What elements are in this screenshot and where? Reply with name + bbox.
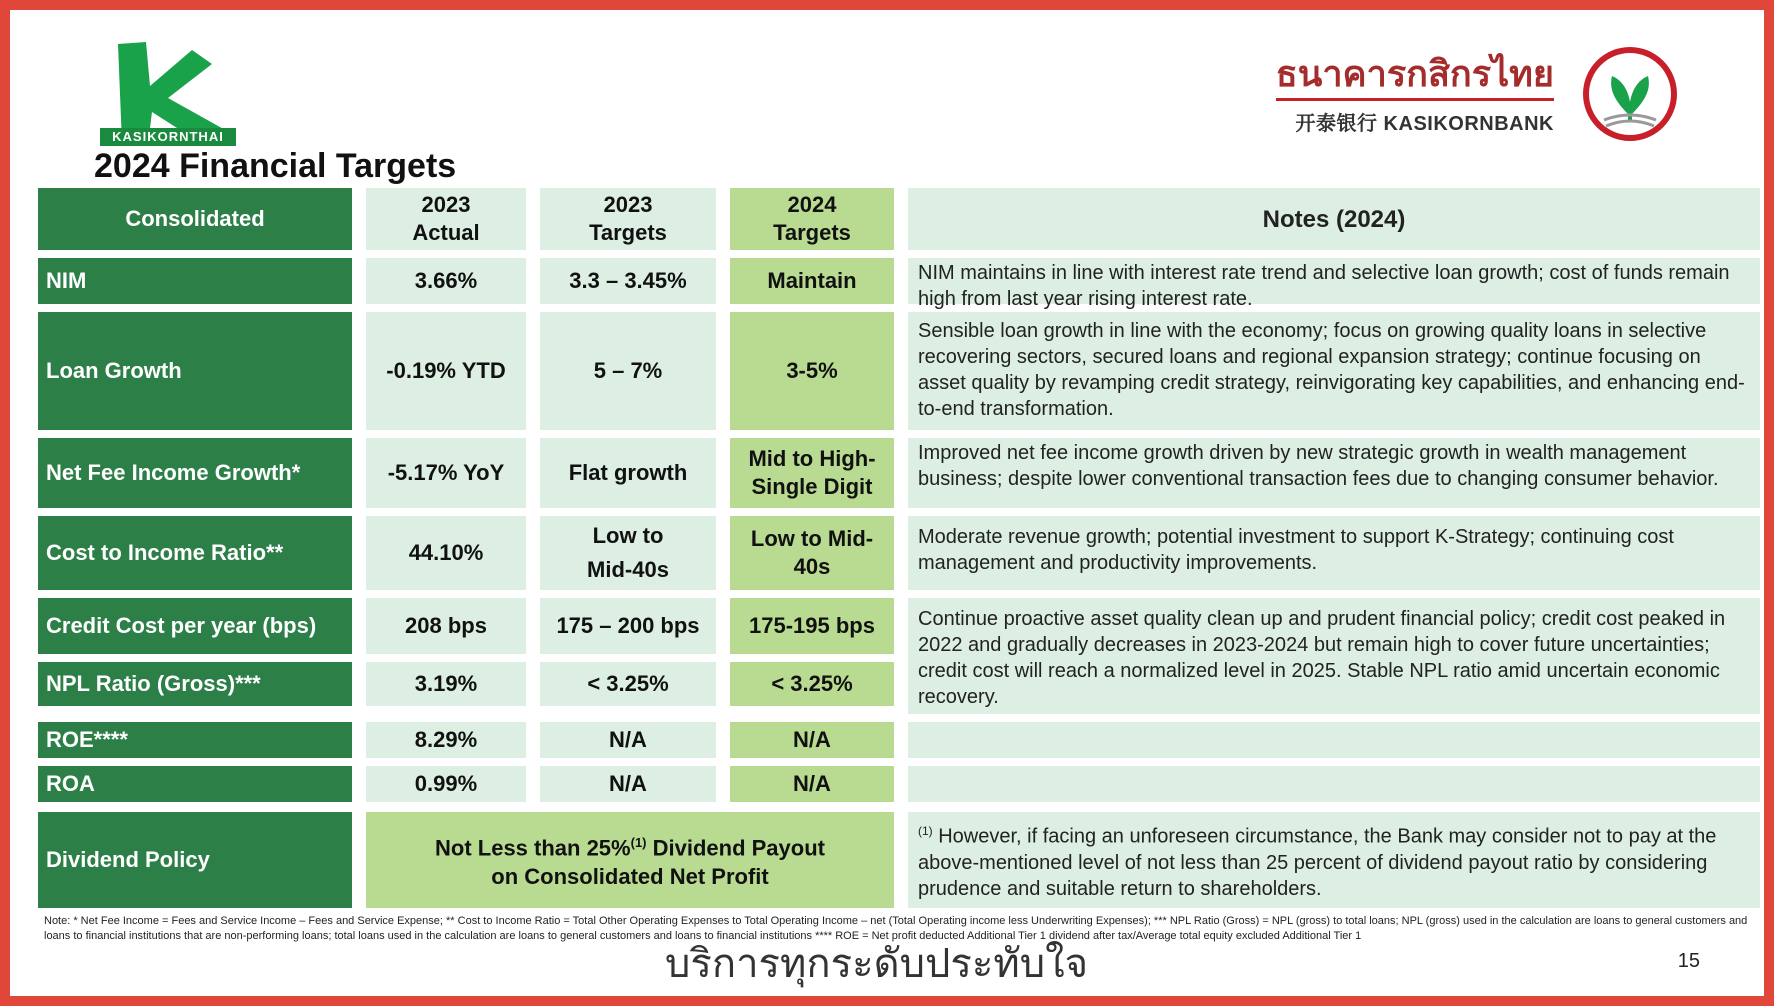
brand-english-name: 开泰银行 KASIKORNBANK bbox=[1295, 113, 1554, 135]
header-2024-targets-line2: Targets bbox=[773, 220, 851, 245]
dividend-note-sup: (1) bbox=[918, 824, 933, 838]
credit-cost-target-2023: 175 – 200 bps bbox=[540, 598, 716, 654]
net-fee-target-2024-line1: Mid to High- bbox=[748, 446, 876, 471]
dividend-note bbox=[908, 812, 1760, 908]
row-label-net-fee-income-growth: Net Fee Income Growth* bbox=[38, 438, 352, 508]
header-2024-targets bbox=[730, 188, 894, 250]
row-label-cost-to-income: Cost to Income Ratio** bbox=[38, 516, 352, 590]
loan-growth-target-2023: 5 – 7% bbox=[540, 312, 716, 430]
dividend-policy-pre: Not Less than 25% bbox=[435, 835, 631, 861]
npl-actual: 3.19% bbox=[366, 662, 526, 706]
nim-target-2023: 3.3 – 3.45% bbox=[540, 258, 716, 304]
header-2023-actual-line2: Actual bbox=[412, 220, 480, 245]
roa-note bbox=[908, 766, 1760, 802]
footnote: Note: * Net Fee Income = Fees and Service Income – Fees and Service Expense; ** Cost to Income Ratio = Total Other Operating Expenses to Total Operating Income – net (Total Operating income less Underwriting Expenses); *** NPL Ratio (Gross) = NPL (gross) to total loans; NPL (gross) used in the calculation are loans to general customers and loans to financial institutions that are non-performing loans; total loans used in the calculation are loans to general customers and loans to financial institutions **** ROE = Net profit deducted Additional Tier 1 dividend after tax/Average total equity excluded Additional Tier 1 bbox=[44, 915, 1748, 942]
roa-target-2023: N/A bbox=[540, 766, 716, 802]
thai-slogan: บริการทุกระดับประทับใจ bbox=[665, 941, 1089, 987]
page-number: 15 bbox=[1677, 950, 1700, 972]
net-fee-target-2024-line2: Single Digit bbox=[751, 474, 873, 499]
net-fee-note: Improved net fee income growth driven by new strategic growth in wealth management business; despite lower conventional transaction fees due to changing consumer behavior. bbox=[908, 438, 1760, 508]
cost-to-income-target-2023-line2: Mid-40s bbox=[587, 557, 669, 582]
net-fee-target-2024 bbox=[730, 438, 894, 508]
dividend-note-body: However, if facing an unforeseen circumstance, the Bank may consider not to pay at the above-mentioned level of not less than 25 percent of dividend payout ratio by considering prudence and suitable return to shareholders. bbox=[918, 825, 1717, 900]
net-fee-actual: -5.17% YoY bbox=[366, 438, 526, 508]
net-fee-target-2023: Flat growth bbox=[540, 438, 716, 508]
roe-note bbox=[908, 722, 1760, 758]
dividend-note-text bbox=[918, 818, 1750, 902]
header-2023-targets bbox=[540, 188, 716, 250]
dividend-policy-post: Dividend Payout bbox=[646, 835, 825, 861]
roe-target-2024: N/A bbox=[730, 722, 894, 758]
brand-wordmark bbox=[1276, 54, 1554, 136]
row-label-credit-cost: Credit Cost per year (bps) bbox=[38, 598, 352, 654]
row-label-roa: ROA bbox=[38, 766, 352, 802]
cost-to-income-target-2024-line2: 40s bbox=[793, 554, 831, 579]
npl-target-2024: < 3.25% bbox=[730, 662, 894, 706]
brand-rule bbox=[1276, 98, 1554, 101]
cost-to-income-note: Moderate revenue growth; potential investment to support K-Strategy; continuing cost management and productivity improvements. bbox=[908, 516, 1760, 590]
header-2023-actual bbox=[366, 188, 526, 250]
cost-to-income-target-2023 bbox=[540, 516, 716, 590]
roa-target-2024: N/A bbox=[730, 766, 894, 802]
cost-to-income-target-2024 bbox=[730, 516, 894, 590]
page-title: 2024 Financial Targets bbox=[94, 147, 457, 185]
roe-actual: 8.29% bbox=[366, 722, 526, 758]
header-notes: Notes (2024) bbox=[908, 188, 1760, 250]
roe-target-2023: N/A bbox=[540, 722, 716, 758]
dividend-policy-sup: (1) bbox=[630, 835, 647, 851]
nim-actual: 3.66% bbox=[366, 258, 526, 304]
nim-target-2024: Maintain bbox=[730, 258, 894, 304]
header-2023-actual-line1: 2023 bbox=[421, 192, 471, 217]
npl-target-2023: < 3.25% bbox=[540, 662, 716, 706]
brand-thai-name: ธนาคารกสิกรไทย bbox=[1275, 54, 1554, 95]
row-label-dividend-policy: Dividend Policy bbox=[38, 812, 352, 908]
loan-growth-note: Sensible loan growth in line with the economy; focus on growing quality loans in selective recovering sectors, secured loans and regional expansion strategy; continue focusing on asset quality by revamping credit strategy, reinvigorating key capabilities, and enhancing end-to-end transformation. bbox=[908, 312, 1760, 430]
row-label-npl-ratio: NPL Ratio (Gross)*** bbox=[38, 662, 352, 706]
dividend-policy-line1 bbox=[435, 829, 825, 862]
header-consolidated: Consolidated bbox=[38, 188, 352, 250]
credit-cost-npl-note: Continue proactive asset quality clean up and prudent financial policy; credit cost peaked in 2022 and gradually decreases in 2023-2024 but remain high to cover future uncertainties; credit cost will reach a normalized level in 2025. Stable NPL ratio amid uncertain economic recovery. bbox=[908, 598, 1760, 714]
cost-to-income-target-2024-line1: Low to Mid- bbox=[750, 526, 874, 551]
loan-growth-target-2024: 3-5% bbox=[730, 312, 894, 430]
credit-cost-actual: 208 bps bbox=[366, 598, 526, 654]
dividend-policy-line2: on Consolidated Net Profit bbox=[491, 863, 769, 889]
row-label-nim: NIM bbox=[38, 258, 352, 304]
logo-caption: KASIKORNTHAI bbox=[100, 128, 236, 146]
cost-to-income-actual: 44.10% bbox=[366, 516, 526, 590]
loan-growth-actual: -0.19% YTD bbox=[366, 312, 526, 430]
header-2024-targets-line1: 2024 bbox=[787, 192, 837, 217]
dividend-policy-target bbox=[366, 812, 894, 908]
credit-cost-target-2024: 175-195 bps bbox=[730, 598, 894, 654]
header-2023-targets-line2: Targets bbox=[589, 220, 667, 245]
cost-to-income-target-2023-line1: Low to bbox=[592, 523, 664, 548]
header-2023-targets-line1: 2023 bbox=[603, 192, 653, 217]
nim-note: NIM maintains in line with interest rate trend and selective loan growth; cost of funds remain high from last year rising interest rate. bbox=[908, 258, 1760, 304]
kbank-seal-icon bbox=[1582, 46, 1678, 142]
roa-actual: 0.99% bbox=[366, 766, 526, 802]
row-label-roe: ROE**** bbox=[38, 722, 352, 758]
row-label-loan-growth: Loan Growth bbox=[38, 312, 352, 430]
